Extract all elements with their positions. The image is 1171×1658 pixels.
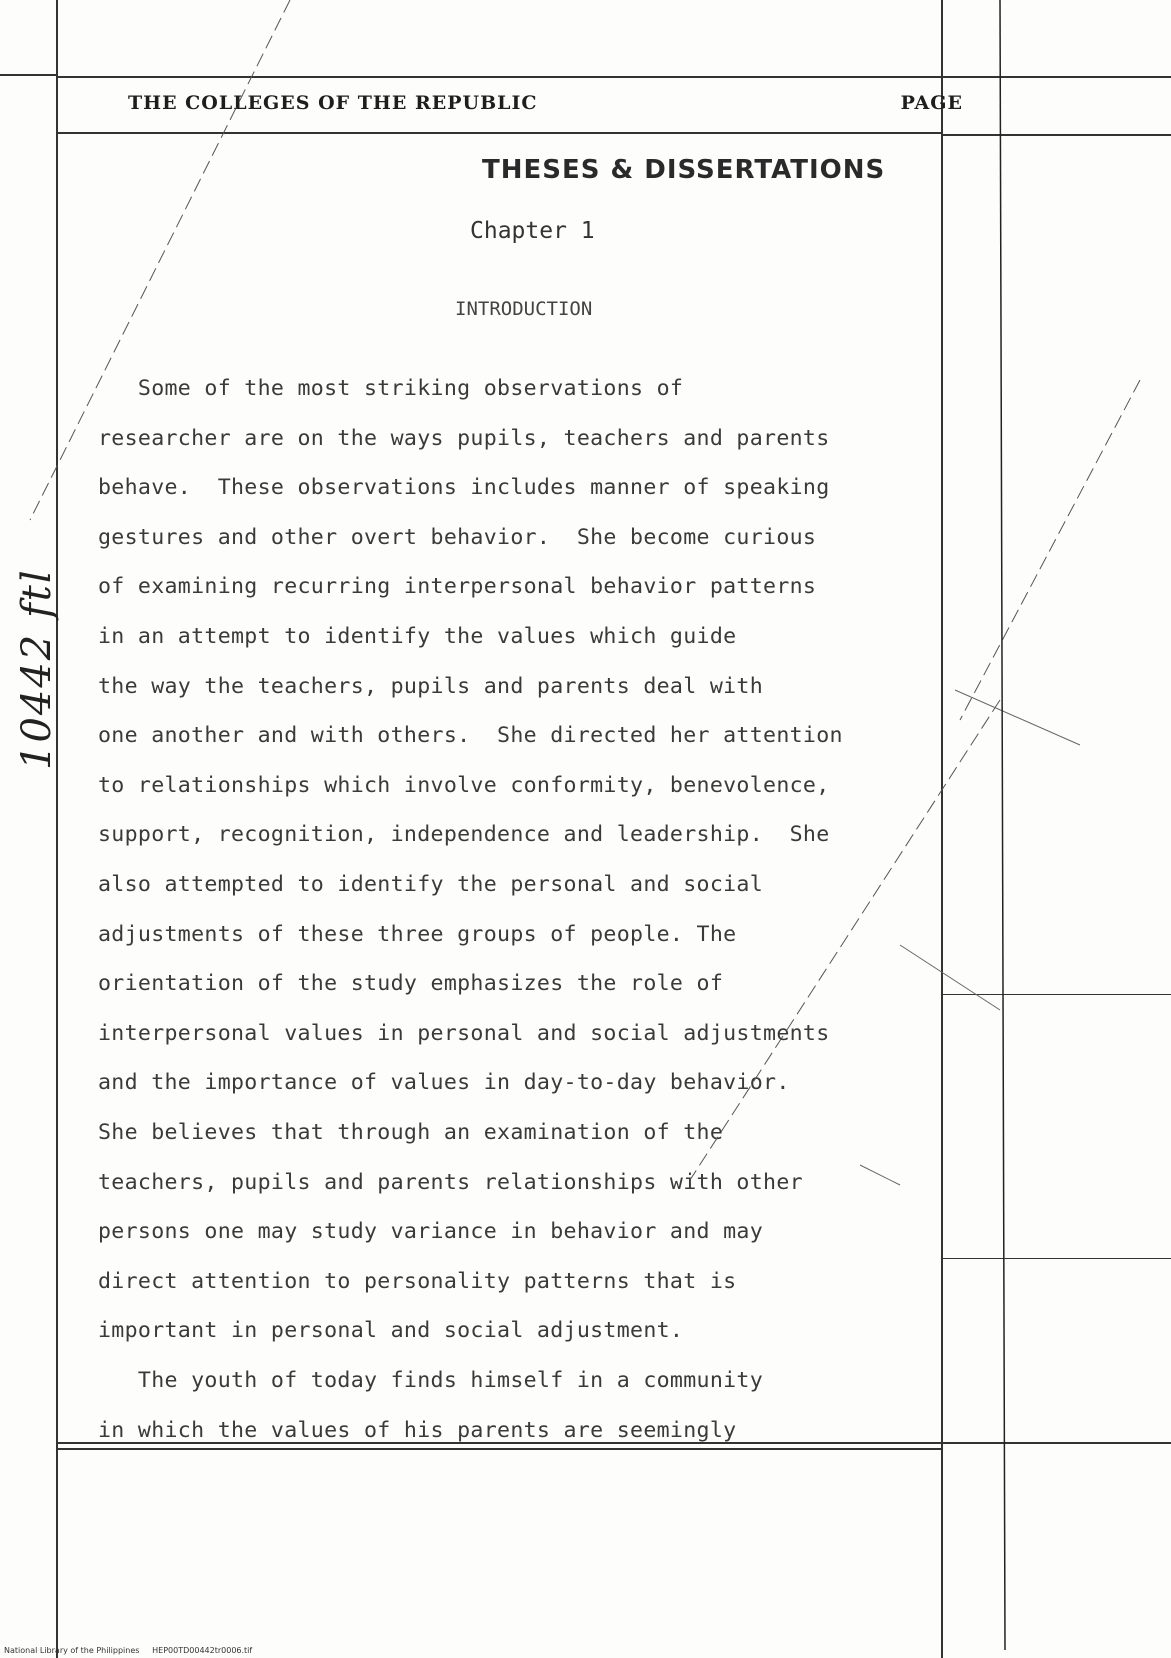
body-line: persons one may study variance in behavior and may — [98, 1219, 764, 1245]
page-label: PAGE — [900, 92, 963, 114]
section-title: INTRODUCTION — [455, 298, 593, 320]
body-line: important in personal and social adjustment. — [98, 1318, 684, 1344]
body-line: gestures and other overt behavior. She become curious — [98, 524, 817, 550]
body-line: teachers, pupils and parents relationships with other — [98, 1169, 803, 1195]
body-line: The youth of today finds himself in a community — [98, 1368, 764, 1393]
chapter-heading: Chapter 1 — [470, 218, 595, 244]
institution-name: THE COLLEGES OF THE REPUBLIC — [128, 92, 538, 114]
body-line: in which the values of his parents are seemingly — [98, 1417, 737, 1443]
body-line: one another and with others. She directed her attention — [98, 723, 843, 749]
scan-footer: National Library of the Philippines HEP00TD00442tr0006.tif — [4, 1646, 253, 1655]
body-line: to relationships which involve conformity, benevolence, — [98, 772, 830, 798]
body-line: the way the teachers, pupils and parents deal with — [98, 673, 764, 699]
body-line: adjustments of these three groups of people. The — [98, 921, 737, 947]
body-line: in an attempt to identify the values which guide — [98, 624, 737, 649]
body-line: behave. These observations includes manner of speaking — [98, 475, 830, 501]
body-line: She believes that through an examination of the — [98, 1120, 724, 1145]
body-line: and the importance of values in day-to-day behavior. — [98, 1070, 790, 1096]
theses-stamp: THESES & DISSERTATIONS — [482, 155, 886, 185]
body-line: orientation of the study emphasizes the role of — [98, 971, 724, 997]
body-line: direct attention to personality patterns that is — [98, 1268, 737, 1294]
body-line: also attempted to identify the personal and social — [98, 872, 764, 897]
body-line: of examining recurring interpersonal behavior patterns — [98, 574, 817, 600]
body-line: Some of the most striking observations of — [98, 376, 684, 401]
body-line: support, recognition, independence and leadership. She — [98, 822, 830, 848]
body-line: interpersonal values in personal and social adjustments — [98, 1020, 830, 1046]
handwritten-margin-note: 10442 ftl — [14, 568, 60, 770]
body-line: researcher are on the ways pupils, teachers and parents — [98, 425, 830, 451]
